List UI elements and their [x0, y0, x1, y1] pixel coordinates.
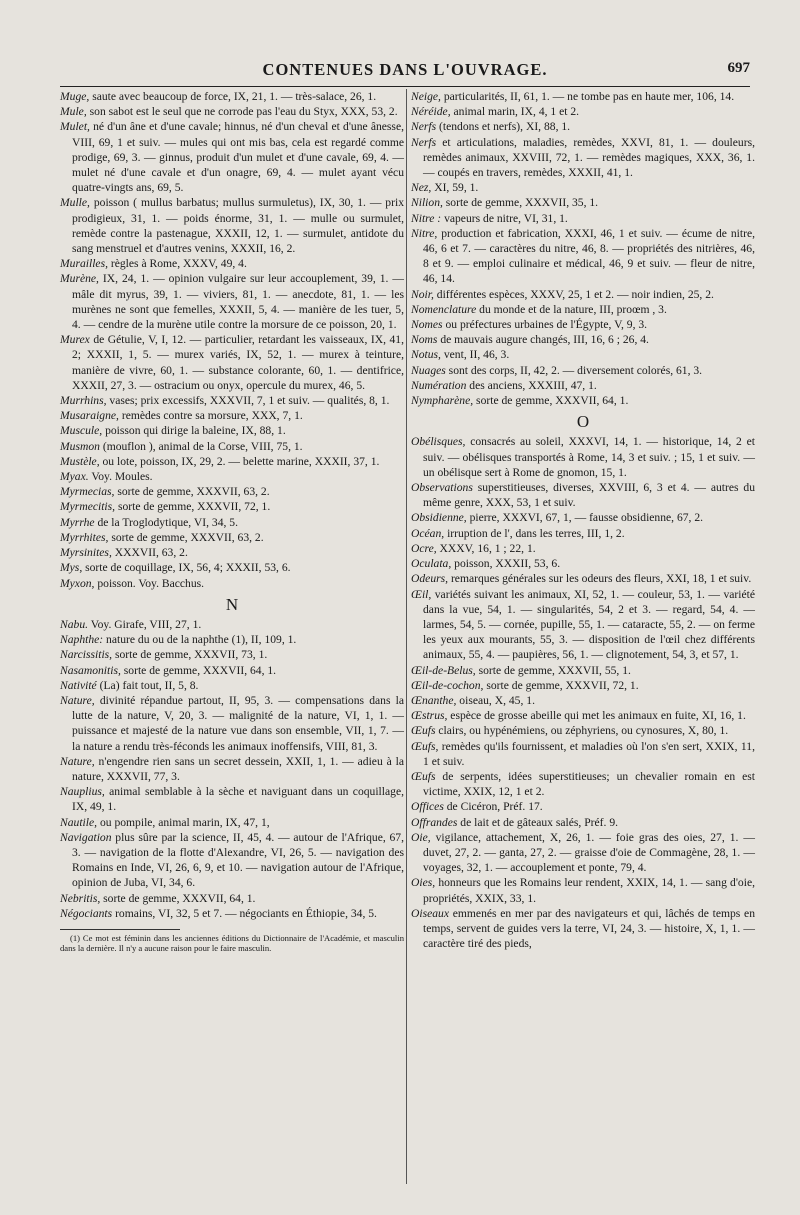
index-entry	[60, 423, 404, 438]
entry-text: sorte de gemme, XXXVII, 35, 1.	[442, 196, 599, 210]
entry-headword: Myax.	[60, 470, 89, 484]
entry-headword: Mulet,	[60, 120, 90, 134]
index-entry	[60, 89, 404, 104]
entry-text: ou préfectures urbaines de l'Égypte, V, 9, 3.	[442, 318, 648, 332]
entry-text: ou lote, poisson, IX, 29, 2. — belette marine, XXXII, 37, 1.	[99, 454, 380, 468]
index-entry	[411, 815, 755, 830]
index-entry	[411, 739, 755, 769]
index-entry	[411, 317, 755, 332]
entry-headword: Myrmecias,	[60, 485, 115, 499]
entry-text: sorte de gemme, XXXVII, 72, 1.	[115, 500, 271, 514]
entry-headword: Murrhins,	[60, 394, 107, 408]
entry-headword: Nebritis,	[60, 891, 101, 905]
index-entry	[411, 799, 755, 814]
index-entry	[411, 393, 755, 408]
entry-text: plus sûre par la science, II, 45, 4. — autour de l'Afrique, 67, 3. — navigation de la flotte d'Alexandre, VI, 26, 5. — navigation des Romains en Inde, VI, 26, 6, 9, et 10. — navigation autour de l'Afrique, opinion de Juba, VI, 34, 6.	[72, 830, 404, 890]
entry-text: sorte de coquillage, IX, 56, 4; XXXII, 53, 6.	[82, 561, 291, 575]
index-entry	[60, 469, 404, 484]
index-entry	[60, 632, 404, 647]
entry-text: (La) fait tout, II, 5, 8.	[96, 678, 199, 692]
index-entry	[411, 693, 755, 708]
index-entry	[60, 891, 404, 906]
entry-headword: Nasamonitis,	[60, 663, 121, 677]
index-entry	[60, 906, 404, 921]
entry-text: saute avec beaucoup de force, IX, 21, 1. — très-salace, 26, 1.	[89, 90, 377, 103]
entry-text: superstitieuses, diverses, XXVIII, 6, 3 et 4. — autres du même genre, XXX, 53, 1 et suiv.	[423, 481, 755, 510]
entry-headword: Mustèle,	[60, 454, 100, 468]
entry-headword: Œnanthe,	[411, 693, 457, 707]
entry-text: sorte de gemme, XXXVII, 73, 1.	[112, 648, 268, 662]
page-header	[60, 58, 750, 87]
entry-headword: Nature,	[60, 693, 95, 707]
entry-headword: Muge,	[60, 90, 90, 103]
entry-text: poisson. Voy. Bacchus.	[94, 576, 205, 590]
section-letter-o: O	[576, 412, 590, 432]
index-entry	[411, 89, 755, 104]
entry-headword: Œil-de-Belus,	[411, 663, 476, 677]
entry-text: animal marin, IX, 4, 1 et 2.	[450, 105, 580, 119]
entry-headword: Nuages	[411, 363, 446, 377]
entry-headword: Nauplius,	[60, 785, 105, 799]
entry-text: espèce de grosse abeille qui met les animaux en fuite, XI, 16, 1.	[447, 709, 746, 723]
entry-text: emmenés en mer par des navigateurs et qui, lâchés de temps en temps, servent de guides vers la terre, VI, 24, 3. — histoire, X, 1, 1. — caractère tiré des pieds,	[423, 906, 755, 951]
entry-text: poisson, XXXII, 53, 6.	[451, 557, 561, 571]
running-title: CONTENUES DANS L'OUVRAGE.	[262, 60, 548, 79]
entry-headword: Naphthe:	[60, 633, 104, 647]
entry-headword: Œufs,	[411, 739, 439, 753]
entry-text: de mauvais augure changés, III, 16, 6 ; 26, 4.	[437, 333, 649, 347]
index-entry	[60, 256, 404, 271]
index-entry	[411, 830, 755, 876]
index-entry	[411, 541, 755, 556]
entry-text: sorte de gemme, XXXVII, 64, 1.	[100, 891, 256, 905]
entry-headword: Oies,	[411, 876, 436, 890]
page-number: 697	[727, 60, 750, 76]
index-entry	[60, 663, 404, 678]
entry-text: remèdes qu'ils fournissent, et maladies où l'on s'en sert, XXIX, 11, 1 et suiv.	[423, 739, 755, 768]
index-entry	[411, 480, 755, 510]
entry-text: consacrés au soleil, XXXVI, 14, 1. — historique, 14, 2 et suiv. — obélisques transportés à Rome, 14, 3 et suiv. ; 15, 1 et suiv. — un obélisque sert à Rome de gnomon, 15, 1.	[423, 435, 755, 479]
entry-headword: Océan,	[411, 526, 445, 540]
entry-headword: Narcissitis,	[60, 648, 113, 662]
entry-headword: Offrandes	[411, 815, 458, 829]
entry-headword: Oie,	[411, 830, 431, 844]
entry-headword: Muscule,	[60, 424, 103, 438]
entry-text: XXXV, 16, 1 ; 22, 1.	[436, 541, 536, 555]
entry-text: XI, 59, 1.	[431, 181, 479, 195]
index-entry	[60, 647, 404, 662]
index-entry	[60, 815, 404, 830]
entry-headword: Nautile,	[60, 815, 98, 829]
entry-text: sorte de gemme, XXXVII, 55, 1.	[475, 663, 631, 677]
index-entry	[60, 693, 404, 754]
index-entry	[60, 439, 404, 454]
footnote: (1) Ce mot est féminin dans les anciennes éditions du Dictionnaire de l'Académie, et masculin dans la dernière. Il n'y a aucune raison pour le faire masculin.	[60, 932, 404, 954]
entry-headword: Œstrus,	[411, 709, 448, 723]
entry-headword: Myrrhe	[60, 515, 95, 529]
entry-headword: Obélisques,	[411, 435, 466, 449]
entry-text: règles à Rome, XXXV, 49, 4.	[107, 257, 247, 271]
entry-text: nature du ou de la naphthe (1), II, 109, 1.	[103, 633, 297, 647]
entry-headword: Œil,	[411, 587, 432, 601]
entry-text: de la Troglodytique, VI, 34, 5.	[94, 515, 238, 529]
entry-headword: Nomes	[411, 318, 443, 332]
entry-headword: Murex	[60, 333, 90, 347]
entry-headword: Nerfs	[411, 135, 437, 149]
entry-headword: Observations	[411, 481, 473, 495]
entry-headword: Musmon	[60, 439, 100, 453]
entry-headword: Mys,	[60, 561, 83, 575]
entry-text: vigilance, attachement, X, 26, 1. — foie gras des oies, 27, 1. — duvet, 27, 2. — ganta, 27, 2. — graisse d'oie de Commagène, 28, 1. — voyages, 32, 1. — accouplement et ponte, 79, 4.	[423, 830, 755, 875]
entry-text: n'engendre rien sans un secret dessein, XXII, 1, 1. — adieu à la nature, XXXVII, 77, 3.	[72, 754, 404, 783]
entry-headword: Nitre :	[411, 211, 442, 225]
index-entry	[411, 211, 755, 226]
entry-text: de Gétulie, V, I, 12. — particulier, retardant les vaisseaux, IX, 41, 2; XXXII, 1, 5. — murex variés, IX, 52, 1. — murex à teinture, manière de vivre, 60, 1. — substance colorante, 60, 1. — dentifrice, XXXII, 27, 3. — ostracium ou onyx, opercule du murex, 46, 5.	[72, 333, 404, 392]
entry-headword: Nabu.	[60, 617, 89, 631]
index-entry	[60, 560, 404, 575]
index-entry	[60, 678, 404, 693]
entry-text: son sabot est le seul que ne corrode pas l'eau du Styx, XXX, 53, 2.	[86, 105, 398, 119]
index-entry	[60, 271, 404, 332]
index-entry	[411, 571, 755, 586]
index-entry	[411, 104, 755, 119]
index-entry	[60, 408, 404, 423]
entry-headword: Oculata,	[411, 557, 452, 571]
entry-text: animal semblable à la sèche et naviguant dans un coquillage, IX, 49, 1.	[72, 785, 404, 814]
index-entry	[411, 195, 755, 210]
entry-text: né d'un âne et d'une cavale; hinnus, né d'un cheval et d'une ânesse, VIII, 69, 1 et suiv. — mules qui ont mis bas, cela est regardé comme prodige, 69, 3. — ginnus, produit d'un mulet et d'une cavale, 69, 4. — mulet né d'une cavale et d'un onagre, 69, 4. — mulet ayant vécu quatre-vingts ans, 69, 5.	[72, 120, 404, 195]
entry-headword: Œil-de-cochon,	[411, 678, 484, 692]
index-entry	[411, 663, 755, 678]
entry-text: remèdes contre sa morsure, XXX, 7, 1.	[118, 409, 303, 423]
column-divider	[406, 89, 407, 1184]
entry-text: du monde et de la nature, III, proœm , 3.	[476, 302, 667, 316]
entry-text: de Cicéron, Préf. 17.	[443, 800, 543, 814]
index-entry	[60, 393, 404, 408]
entry-text: sorte de gemme, XXXVII, 64, 1.	[473, 394, 629, 408]
entry-text: Voy. Girafe, VIII, 27, 1.	[88, 617, 202, 631]
index-entry	[60, 499, 404, 514]
index-entry	[411, 347, 755, 362]
index-entry	[411, 119, 755, 134]
index-entry	[60, 454, 404, 469]
entry-headword: Œufs	[411, 769, 436, 783]
index-entry	[60, 545, 404, 560]
index-entry	[411, 378, 755, 393]
index-entry	[411, 434, 755, 480]
entry-text: poisson ( mullus barbatus; mullus surmuletus), IX, 30, 1. — prix prodigieux, 31, 1. — poids énorme, 31, 1. — mulle ou surmulet, remède contre la pastenague, XXXII, 12, 1. — surmulet, antidote du sang menstruel et d'autres venins, XXXII, 16, 2.	[72, 196, 404, 256]
entry-headword: Nature,	[60, 754, 95, 768]
index-entry	[60, 484, 404, 499]
index-entry	[60, 784, 404, 814]
index-entry	[411, 526, 755, 541]
entry-headword: Numération	[411, 378, 467, 392]
entries-n	[60, 617, 404, 921]
index-entry	[411, 226, 755, 287]
index-entry	[411, 180, 755, 195]
entry-text: variétés suivant les animaux, XI, 52, 1. — couleur, 53, 1. — variété dans la vue, 54, 1. — singularités, 54, 2 et 3. — regard, 54, 4. — larmes, 54, 5. — cornée, pupille, 55, 1. — cataracte, 55, 2. — on ferme les yeux aux mourants, 55, 3. — disposition de l'œil chez différents animaux, 55, 4. — paupières, 56, 1. — clignotement, 54, 3, et 57, 1.	[423, 587, 755, 662]
entry-text: (mouflon ), animal de la Corse, VIII, 75, 1.	[99, 439, 303, 453]
entry-headword: Noir,	[411, 287, 434, 301]
entry-headword: Oiseaux	[411, 906, 449, 920]
entry-text: pierre, XXXVI, 67, 1, — fausse obsidienne, 67, 2.	[466, 511, 704, 525]
entry-headword: Obsidienne,	[411, 511, 467, 525]
entry-headword: Nez,	[411, 181, 432, 195]
index-entry	[411, 906, 755, 952]
entry-text: romains, VI, 32, 5 et 7. — négociants en Éthiopie, 34, 5.	[112, 906, 377, 920]
entry-text: Voy. Moules.	[88, 470, 153, 484]
entry-headword: Négociants	[60, 906, 113, 920]
entry-text: poisson qui dirige la baleine, IX, 88, 1.	[102, 424, 286, 438]
index-entry	[411, 332, 755, 347]
entry-headword: Nilion,	[411, 196, 443, 210]
entry-text: différentes espèces, XXXV, 25, 1 et 2. — noir indien, 25, 2.	[433, 287, 714, 301]
entry-text: oiseau, X, 45, 1.	[456, 693, 535, 707]
index-entry	[60, 515, 404, 530]
entry-text: sorte de gemme, XXXVII, 63, 2.	[108, 530, 264, 544]
entry-text: remarques générales sur les odeurs des fleurs, XXI, 18, 1 et suiv.	[448, 572, 752, 586]
index-entry	[60, 119, 404, 195]
entry-text: sont des corps, II, 42, 2. — diversement colorés, 61, 3.	[445, 363, 703, 377]
entry-headword: Offices	[411, 800, 444, 814]
entry-headword: Myxon,	[60, 576, 95, 590]
entries-m	[60, 89, 404, 591]
entry-headword: Noms	[411, 333, 438, 347]
right-column	[411, 89, 755, 951]
entry-headword: Nerfs	[411, 120, 437, 134]
index-entry	[411, 723, 755, 738]
entries-n-cont	[411, 89, 755, 408]
entry-headword: Musaraigne,	[60, 409, 119, 423]
left-column	[60, 89, 404, 953]
entry-text: IX, 24, 1. — opinion vulgaire sur leur accouplement, 39, 1. — mâle dit myrus, 39, 1. — viviers, 81, 1. — anecdote, 81, 1. — les murènes ne sont que femelles, XXXII, 5, 4. — manière de les tuer, 5, 4. — cendre de la murène utile contre la morsure de ce poisson, 20, 1.	[72, 272, 404, 332]
entry-text: sorte de gemme, XXXVII, 64, 1.	[120, 663, 277, 677]
entry-headword: Myrrhites,	[60, 530, 109, 544]
entry-text: vapeurs de nitre, VI, 31, 1.	[441, 211, 568, 225]
footnote-rule	[60, 929, 180, 930]
entry-text: de serpents, idées superstitieuses; un chevalier romain en est victime, XXIX, 12, 1 et 2.	[423, 769, 755, 799]
index-entry	[411, 678, 755, 693]
index-entry	[411, 287, 755, 302]
entry-headword: Mulle,	[60, 196, 90, 210]
index-entry	[411, 556, 755, 571]
entry-headword: Odeurs,	[411, 572, 449, 586]
index-entry	[60, 104, 404, 119]
entry-text: sorte de gemme, XXXVII, 72, 1.	[483, 678, 639, 692]
index-entry	[411, 769, 755, 799]
index-entry	[411, 875, 755, 905]
entry-text: particularités, II, 61, 1. — ne tombe pas en haute mer, 106, 14.	[440, 90, 735, 103]
entry-headword: Nativité	[60, 678, 97, 692]
index-entry	[60, 195, 404, 256]
entry-text: sorte de gemme, XXXVII, 63, 2.	[114, 485, 270, 499]
index-entry	[411, 708, 755, 723]
entries-o	[411, 434, 755, 951]
entry-headword: Nitre,	[411, 226, 438, 240]
index-entry	[60, 332, 404, 393]
index-entry	[411, 510, 755, 525]
index-entry	[60, 576, 404, 591]
index-entry	[60, 830, 404, 891]
entry-text: honneurs que les Romains leur rendent, XXIX, 14, 1. — sang d'oie, propriétés, XXIX, 33, 1.	[423, 876, 755, 905]
entry-headword: Nympharène,	[411, 394, 474, 408]
index-entry	[411, 135, 755, 181]
entry-text: clairs, ou hypénémiens, ou zéphyriens, ou cynosures, X, 80, 1.	[435, 724, 729, 738]
entry-headword: Néréide,	[411, 105, 451, 119]
section-letter-n: N	[225, 594, 239, 614]
entry-headword: Myrsinites,	[60, 546, 112, 560]
entry-text: irruption de l', dans les terres, III, 1, 2.	[444, 526, 625, 540]
entry-headword: Mule,	[60, 105, 87, 119]
entry-text: XXXVII, 63, 2.	[111, 546, 188, 560]
entry-text: de lait et de gâteaux salés, Préf. 9.	[457, 815, 619, 829]
entry-headword: Myrmecitis,	[60, 500, 116, 514]
index-entry	[411, 587, 755, 663]
entry-text: vases; prix excessifs, XXXVII, 7, 1 et suiv. — qualités, 8, 1.	[106, 394, 390, 408]
index-entry	[60, 617, 404, 632]
index-entry	[60, 530, 404, 545]
index-entry	[60, 754, 404, 784]
entry-headword: Nomenclature	[411, 302, 477, 316]
entry-text: production et fabrication, XXXI, 46, 1 et suiv. — écume de nitre, 46, 6 et 7. — caractères du nitre, 46, 8. — propriétés des nitrières, 46, 8 et 9. — emploi culinaire et médical, 46, 9 et suiv. — fleur de nitre, 46, 14.	[423, 226, 755, 286]
entry-headword: Murailles,	[60, 257, 108, 271]
entry-text: (tendons et nerfs), XI, 88, 1.	[436, 120, 571, 134]
entry-text: vent, II, 46, 3.	[440, 348, 510, 362]
index-entry	[411, 302, 755, 317]
entry-text: des anciens, XXXIII, 47, 1.	[466, 378, 597, 392]
entry-text: ou pompile, animal marin, IX, 47, 1,	[97, 815, 270, 829]
entry-headword: Navigation	[60, 830, 112, 844]
entry-headword: Murène,	[60, 272, 99, 286]
entry-headword: Notus,	[411, 348, 441, 362]
entry-headword: Neige,	[411, 90, 441, 103]
entry-text: divinité répandue partout, II, 95, 3. — compensations dans la lutte de la nature, V, 20, 3. — malignité de la nature, VI, 1, 1. — puissance et majesté de la nature vue dans son ensemble, VII, 1, 7. — la nature a rendu très-féconds les animaux inoffensifs, VIII, 81, 3.	[72, 693, 404, 753]
entry-text: et articulations, maladies, remèdes, XXVI, 81, 1. — douleurs, remèdes animaux, XXVIII, 72, 1. — remèdes magiques, XXX, 36, 1. — coupés en travers, remèdes, XXXII, 41, 1.	[423, 135, 755, 180]
entry-headword: Œufs	[411, 724, 436, 738]
index-entry	[411, 363, 755, 378]
entry-headword: Ocre,	[411, 541, 437, 555]
